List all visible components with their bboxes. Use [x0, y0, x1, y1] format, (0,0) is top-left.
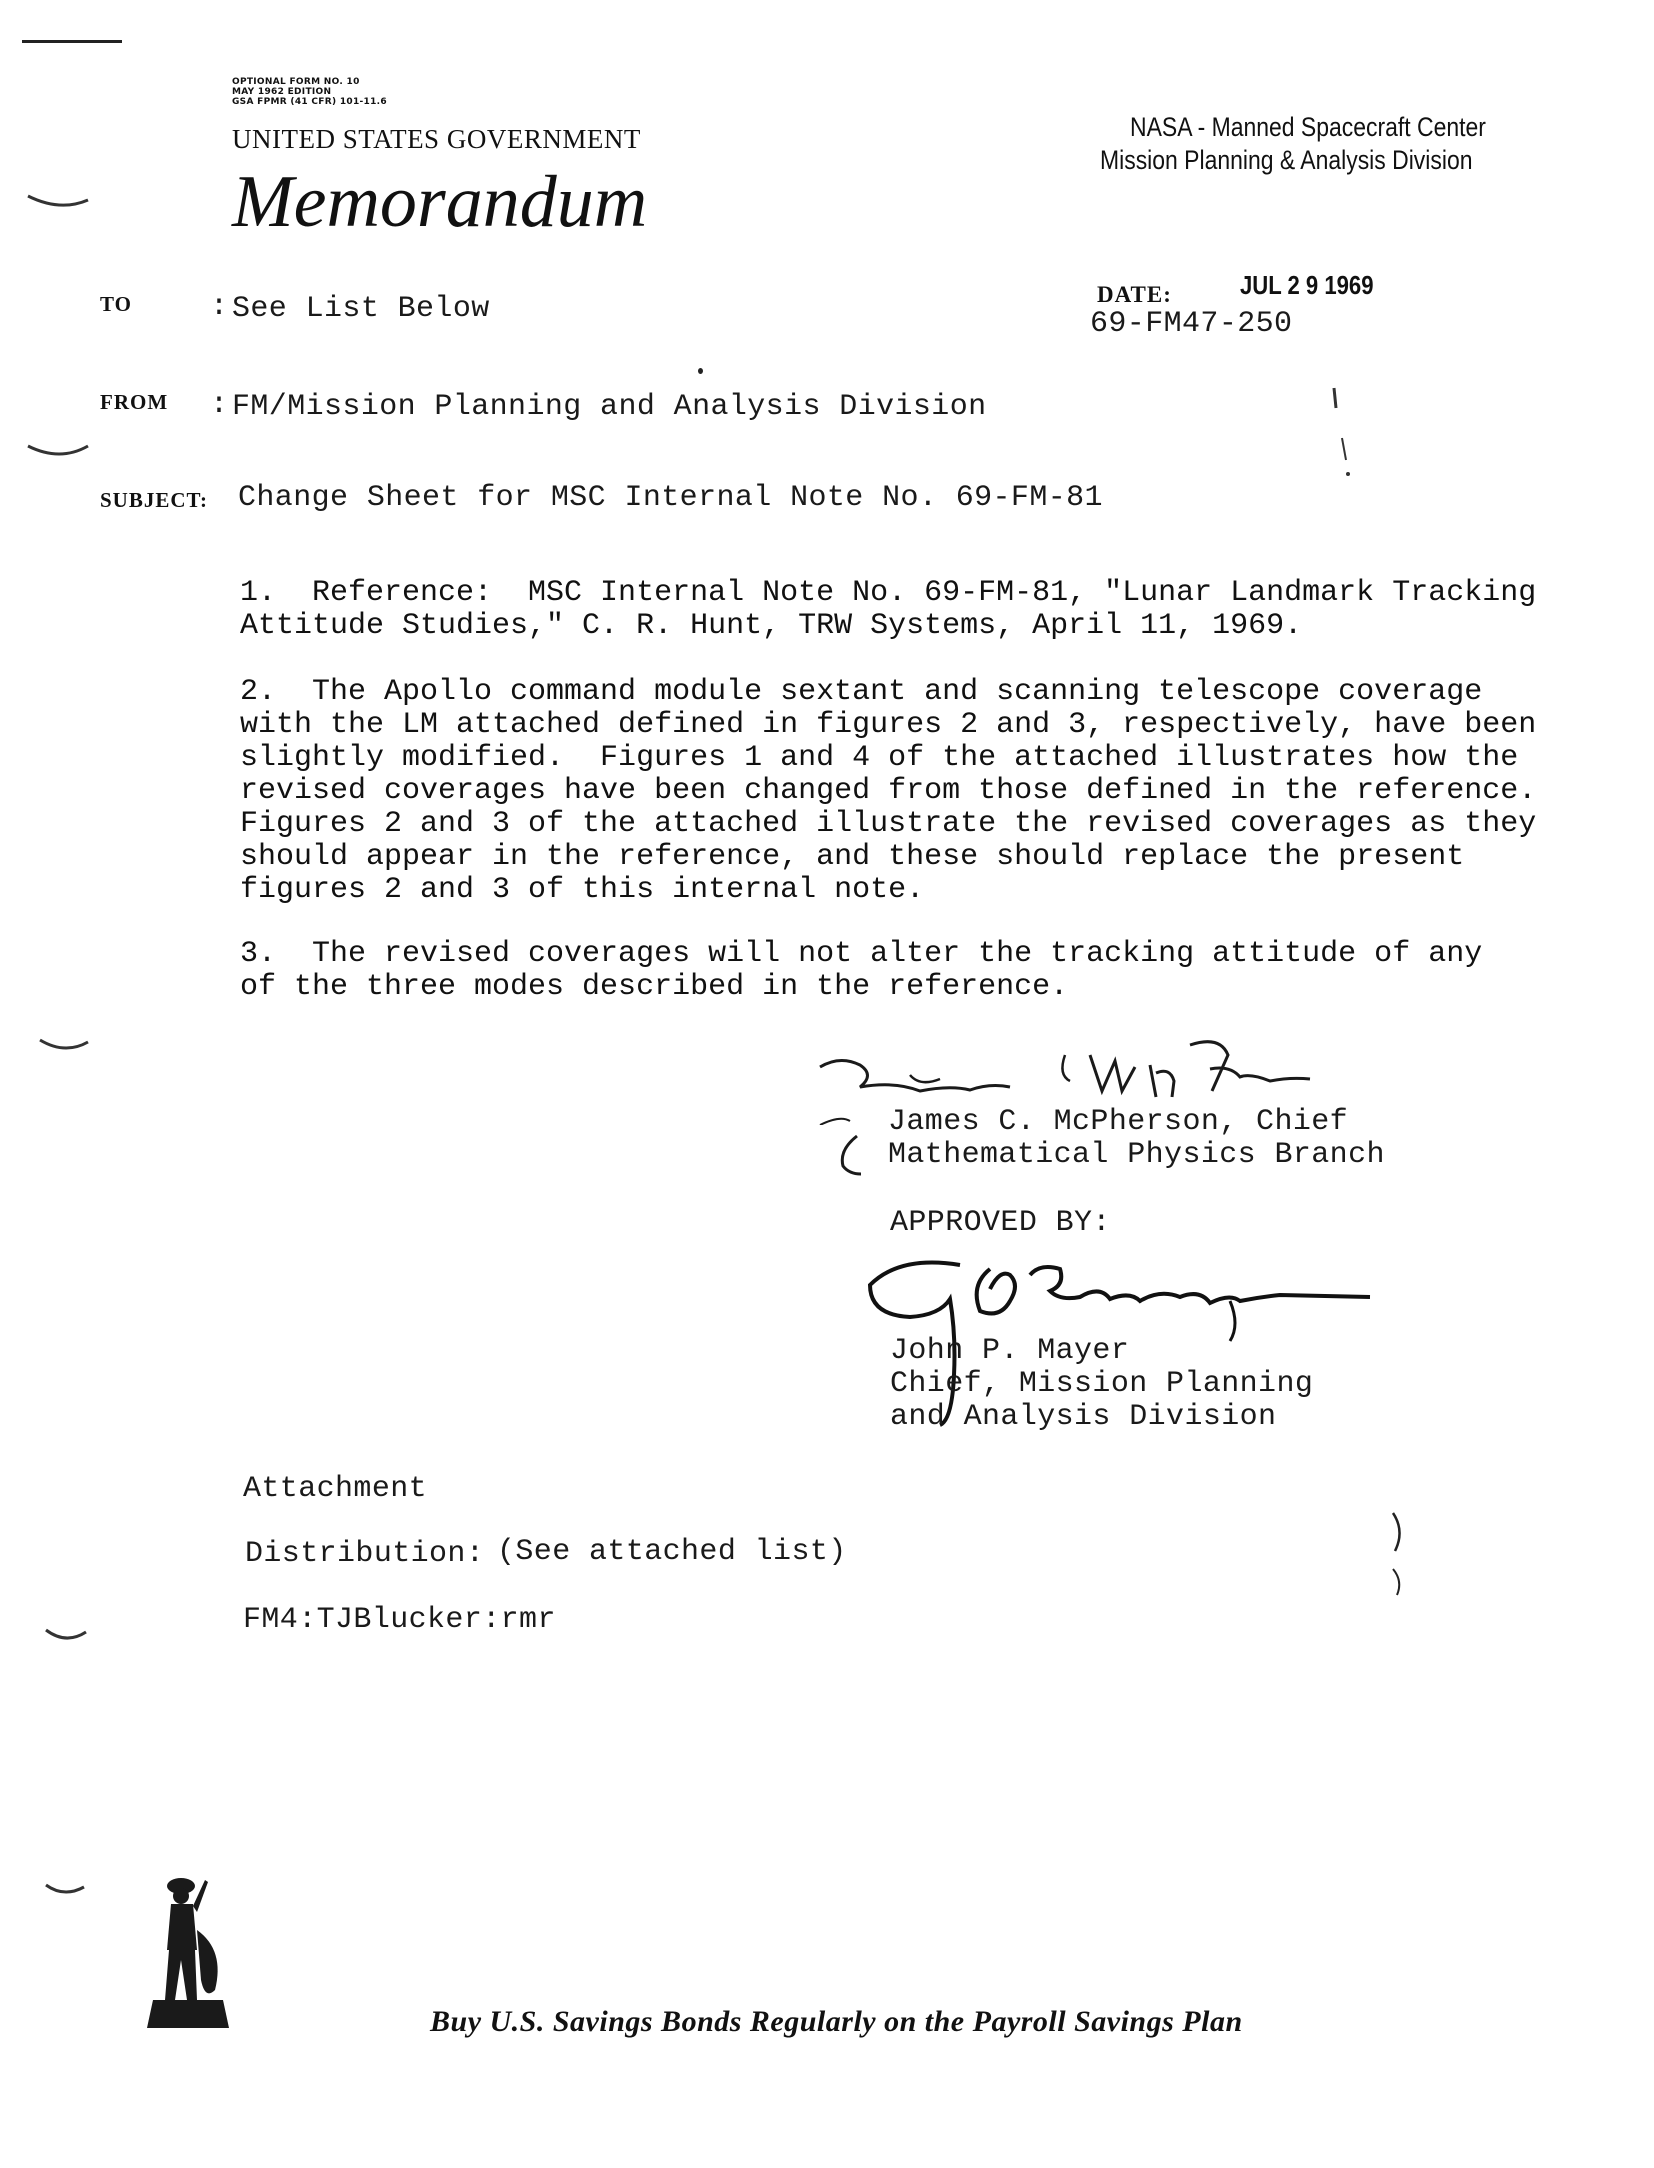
minuteman-statue-icon [145, 1870, 235, 2040]
binder-marks [0, 0, 110, 2168]
to-colon: : [210, 290, 229, 324]
paragraph-1-line: Attitude Studies," C. R. Hunt, TRW Systems, April 11, 1969. [240, 609, 1303, 643]
paragraph-3 [240, 938, 1482, 1004]
from-label: FROM [100, 390, 169, 414]
distribution-value: (See attached list) [497, 1535, 847, 1569]
signer-2-name: John P. Mayer [890, 1334, 1130, 1368]
paragraph-1 [240, 577, 1536, 643]
signer-2-title-line1: Chief, Mission Planning [890, 1367, 1314, 1401]
agency-division: Mission Planning & Analysis Division [1100, 145, 1473, 175]
margin-bracket-right [1385, 1505, 1415, 1615]
paragraph-2-line: revised coverages have been changed from those defined in the reference. [240, 774, 1537, 808]
government-heading: UNITED STATES GOVERNMENT [232, 124, 641, 154]
bracket-mark [835, 1130, 865, 1180]
from-value: FM/Mission Planning and Analysis Division [232, 390, 987, 424]
paragraph-3-line: of the three modes described in the reference. [240, 970, 1069, 1004]
distribution-label: Distribution: [245, 1537, 485, 1571]
footer-slogan: Buy U.S. Savings Bonds Regularly on the Payroll Savings Plan [430, 2005, 1243, 2038]
paragraph-2-line: figures 2 and 3 of this internal note. [240, 873, 925, 907]
paragraph-2-line: 2. The Apollo command module sextant and scanning telescope coverage [240, 675, 1483, 709]
date-stamp: JUL 2 9 1969 [1240, 270, 1374, 300]
approved-by-label: APPROVED BY: [890, 1206, 1111, 1240]
form-regulation: GSA FPMR (41 CFR) 101-11.6 [232, 97, 387, 107]
paragraph-2-line: slightly modified. Figures 1 and 4 of the attached illustrates how the [240, 741, 1519, 775]
signer-1-name: James C. McPherson, Chief [888, 1105, 1349, 1139]
margin-marks-right [1320, 380, 1360, 480]
paragraph-1-line: 1. Reference: MSC Internal Note No. 69-FM-81, "Lunar Landmark Tracking [240, 576, 1537, 610]
stray-dot [698, 368, 703, 374]
reference-number: 69-FM47-250 [1090, 307, 1293, 341]
date-label: DATE: [1097, 282, 1172, 307]
memorandum-title: Memorandum [232, 161, 648, 243]
form-edition: MAY 1962 EDITION [232, 87, 332, 97]
signer-1-title: Mathematical Physics Branch [888, 1138, 1385, 1172]
form-number: OPTIONAL FORM NO. 10 [232, 77, 360, 87]
paragraph-2 [240, 676, 1536, 907]
subject-value: Change Sheet for MSC Internal Note No. 69-FM-81 [238, 481, 1103, 515]
subject-label: SUBJECT: [100, 488, 208, 512]
signer-2-title-line2: and Analysis Division [890, 1400, 1277, 1434]
paragraph-2-line: should appear in the reference, and these should replace the present [240, 840, 1465, 874]
typist-initials: FM4:TJBlucker:rmr [243, 1603, 556, 1637]
to-value: See List Below [232, 292, 490, 326]
paragraph-2-line: with the LM attached defined in figures 2 and 3, respectively, have been [240, 708, 1537, 742]
agency-name: NASA - Manned Spacecraft Center [1130, 112, 1486, 142]
from-colon: : [210, 388, 229, 422]
attachment-note: Attachment [243, 1472, 428, 1506]
paragraph-2-line: Figures 2 and 3 of the attached illustrate the revised coverages as they [240, 807, 1537, 841]
paragraph-3-line: 3. The revised coverages will not alter the tracking attitude of any [240, 937, 1483, 971]
to-label: TO [100, 292, 132, 316]
